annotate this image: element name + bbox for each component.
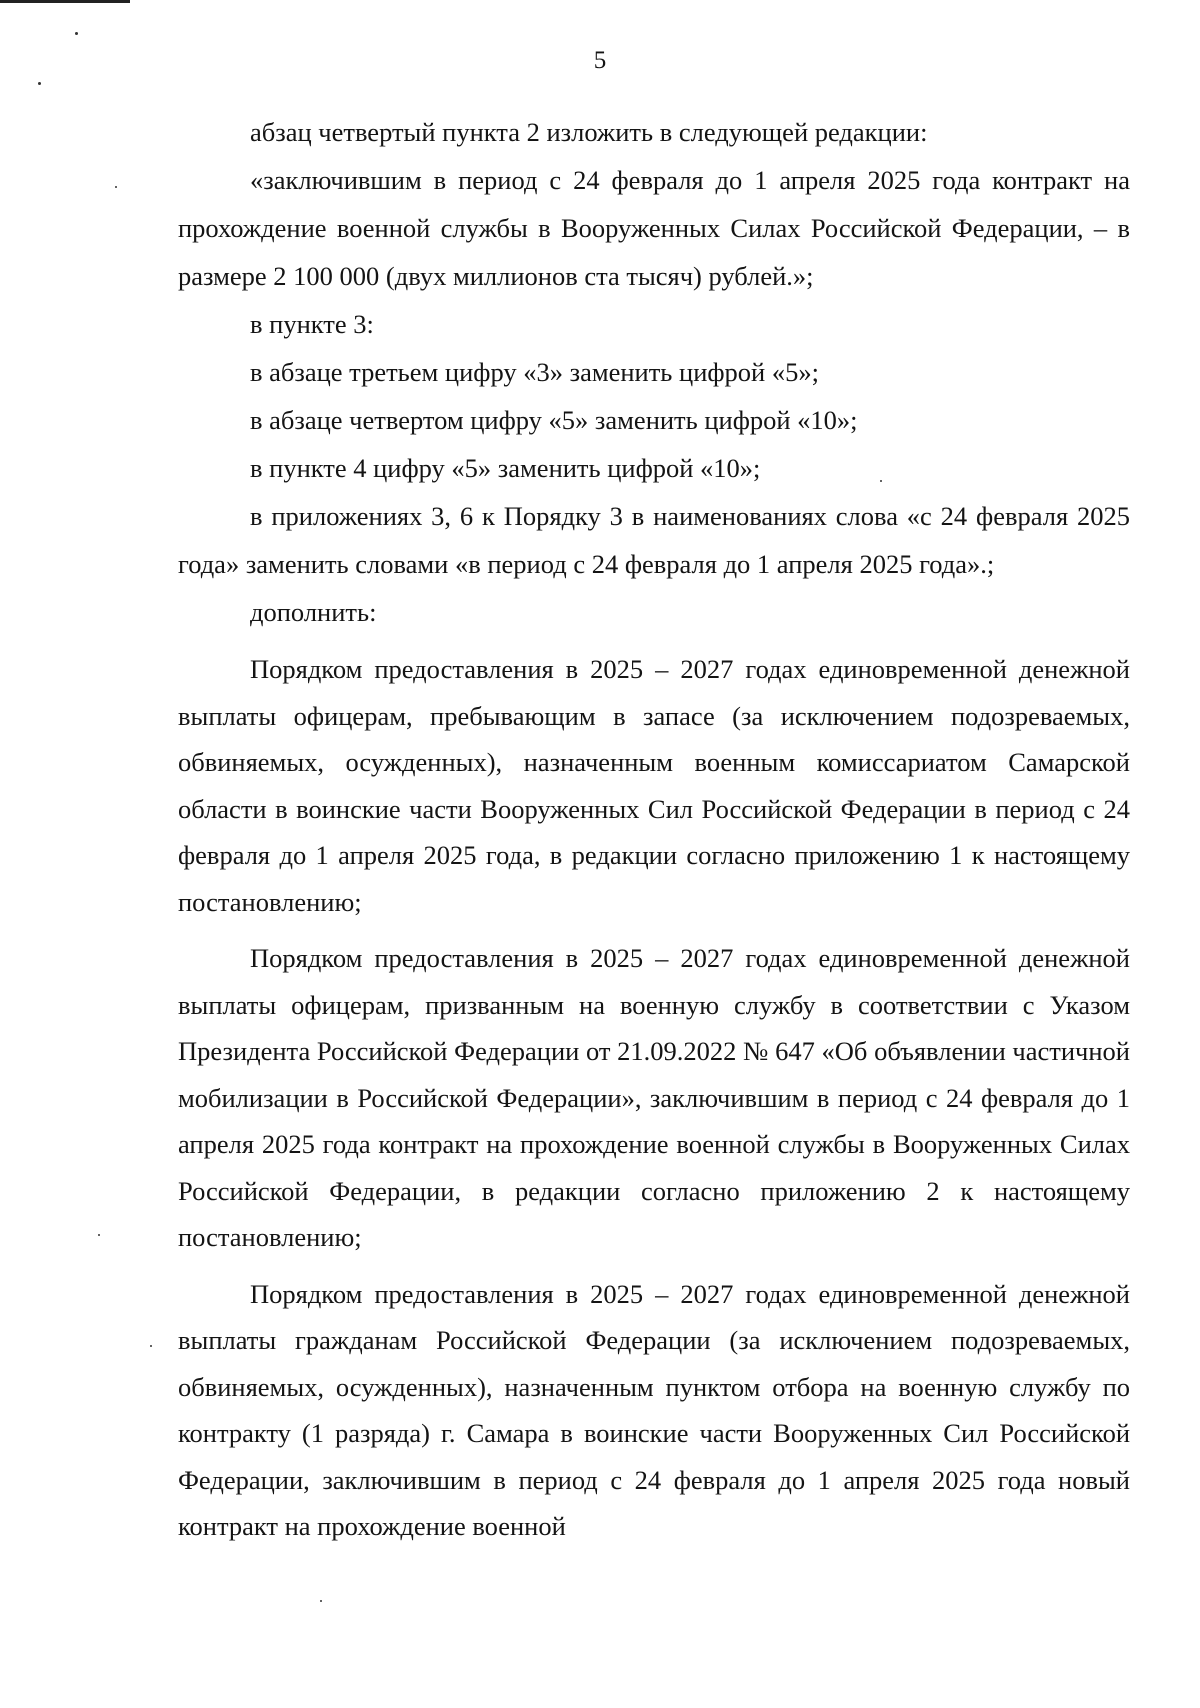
- scan-speck: [38, 82, 41, 85]
- scan-speck: [75, 32, 78, 35]
- scan-speck: [320, 1600, 322, 1602]
- scan-speck: [880, 480, 882, 482]
- scan-speck: [115, 186, 117, 188]
- paragraph-3: в пункте 3:: [250, 309, 374, 339]
- paragraph-7: в приложениях 3, 6 к Порядку 3 в наименованиях слова «с 24 февраля 2025 года» заменить словами «в период с 24 февраля до 1 апреля 2025 года».;: [178, 501, 1130, 579]
- page-number: 5: [593, 47, 607, 74]
- scan-speck: [98, 1234, 100, 1236]
- paragraph-2: «заключившим в период с 24 февраля до 1 апреля 2025 года контракт на прохождение военной службы в Вооруженных Силах Российской Федерации, – в размере 2 100 000 (двух миллионов ста тысяч) рублей.»;: [178, 165, 1130, 291]
- scan-speck: [150, 1345, 152, 1347]
- document-body: [178, 108, 1130, 1550]
- paragraph-6: в пункте 4 цифру «5» заменить цифрой «10»;: [250, 453, 761, 483]
- paragraph-5: в абзаце четвертом цифру «5» заменить цифрой «10»;: [250, 405, 858, 435]
- paragraph-9: Порядком предоставления в 2025 – 2027 годах единовременной денежной выплаты офицерам, пребывающим в запасе (за исключением подозреваемых, обвиняемых, осужденных), назначенным военным комиссариатом Самарской области в воинские части Вооруженных Сил Российской Федерации в период с 24 февраля до 1 апреля 2025 года, в редакции согласно приложению 1 к настоящему постановлению;: [178, 654, 1130, 917]
- scan-edge-rule: [0, 0, 130, 3]
- paragraph-4: в абзаце третьем цифру «3» заменить цифрой «5»;: [250, 357, 819, 387]
- paragraph-8: дополнить:: [250, 597, 377, 627]
- paragraph-10: Порядком предоставления в 2025 – 2027 годах единовременной денежной выплаты офицерам, призванным на военную службу в соответствии с Указом Президента Российской Федерации от 21.09.2022 № 647 «Об объявлении частичной мобилизации в Российской Федерации», заключившим в период с 24 февраля до 1 апреля 2025 года контракт на прохождение военной службы в Вооруженных Силах Российской Федерации, в редакции согласно приложению 2 к настоящему постановлению;: [178, 943, 1130, 1252]
- paragraph-11: Порядком предоставления в 2025 – 2027 годах единовременной денежной выплаты гражданам Российской Федерации (за исключением подозреваемых, обвиняемых, осужденных), назначенным пунктом отбора на военную службу по контракту (1 разряда) г. Самара в воинские части Вооруженных Сил Российской Федерации, заключившим в период с 24 февраля до 1 апреля 2025 года новый контракт на прохождение военной: [178, 1278, 1130, 1541]
- paragraph-1: абзац четвертый пункта 2 изложить в следующей редакции:: [250, 117, 928, 147]
